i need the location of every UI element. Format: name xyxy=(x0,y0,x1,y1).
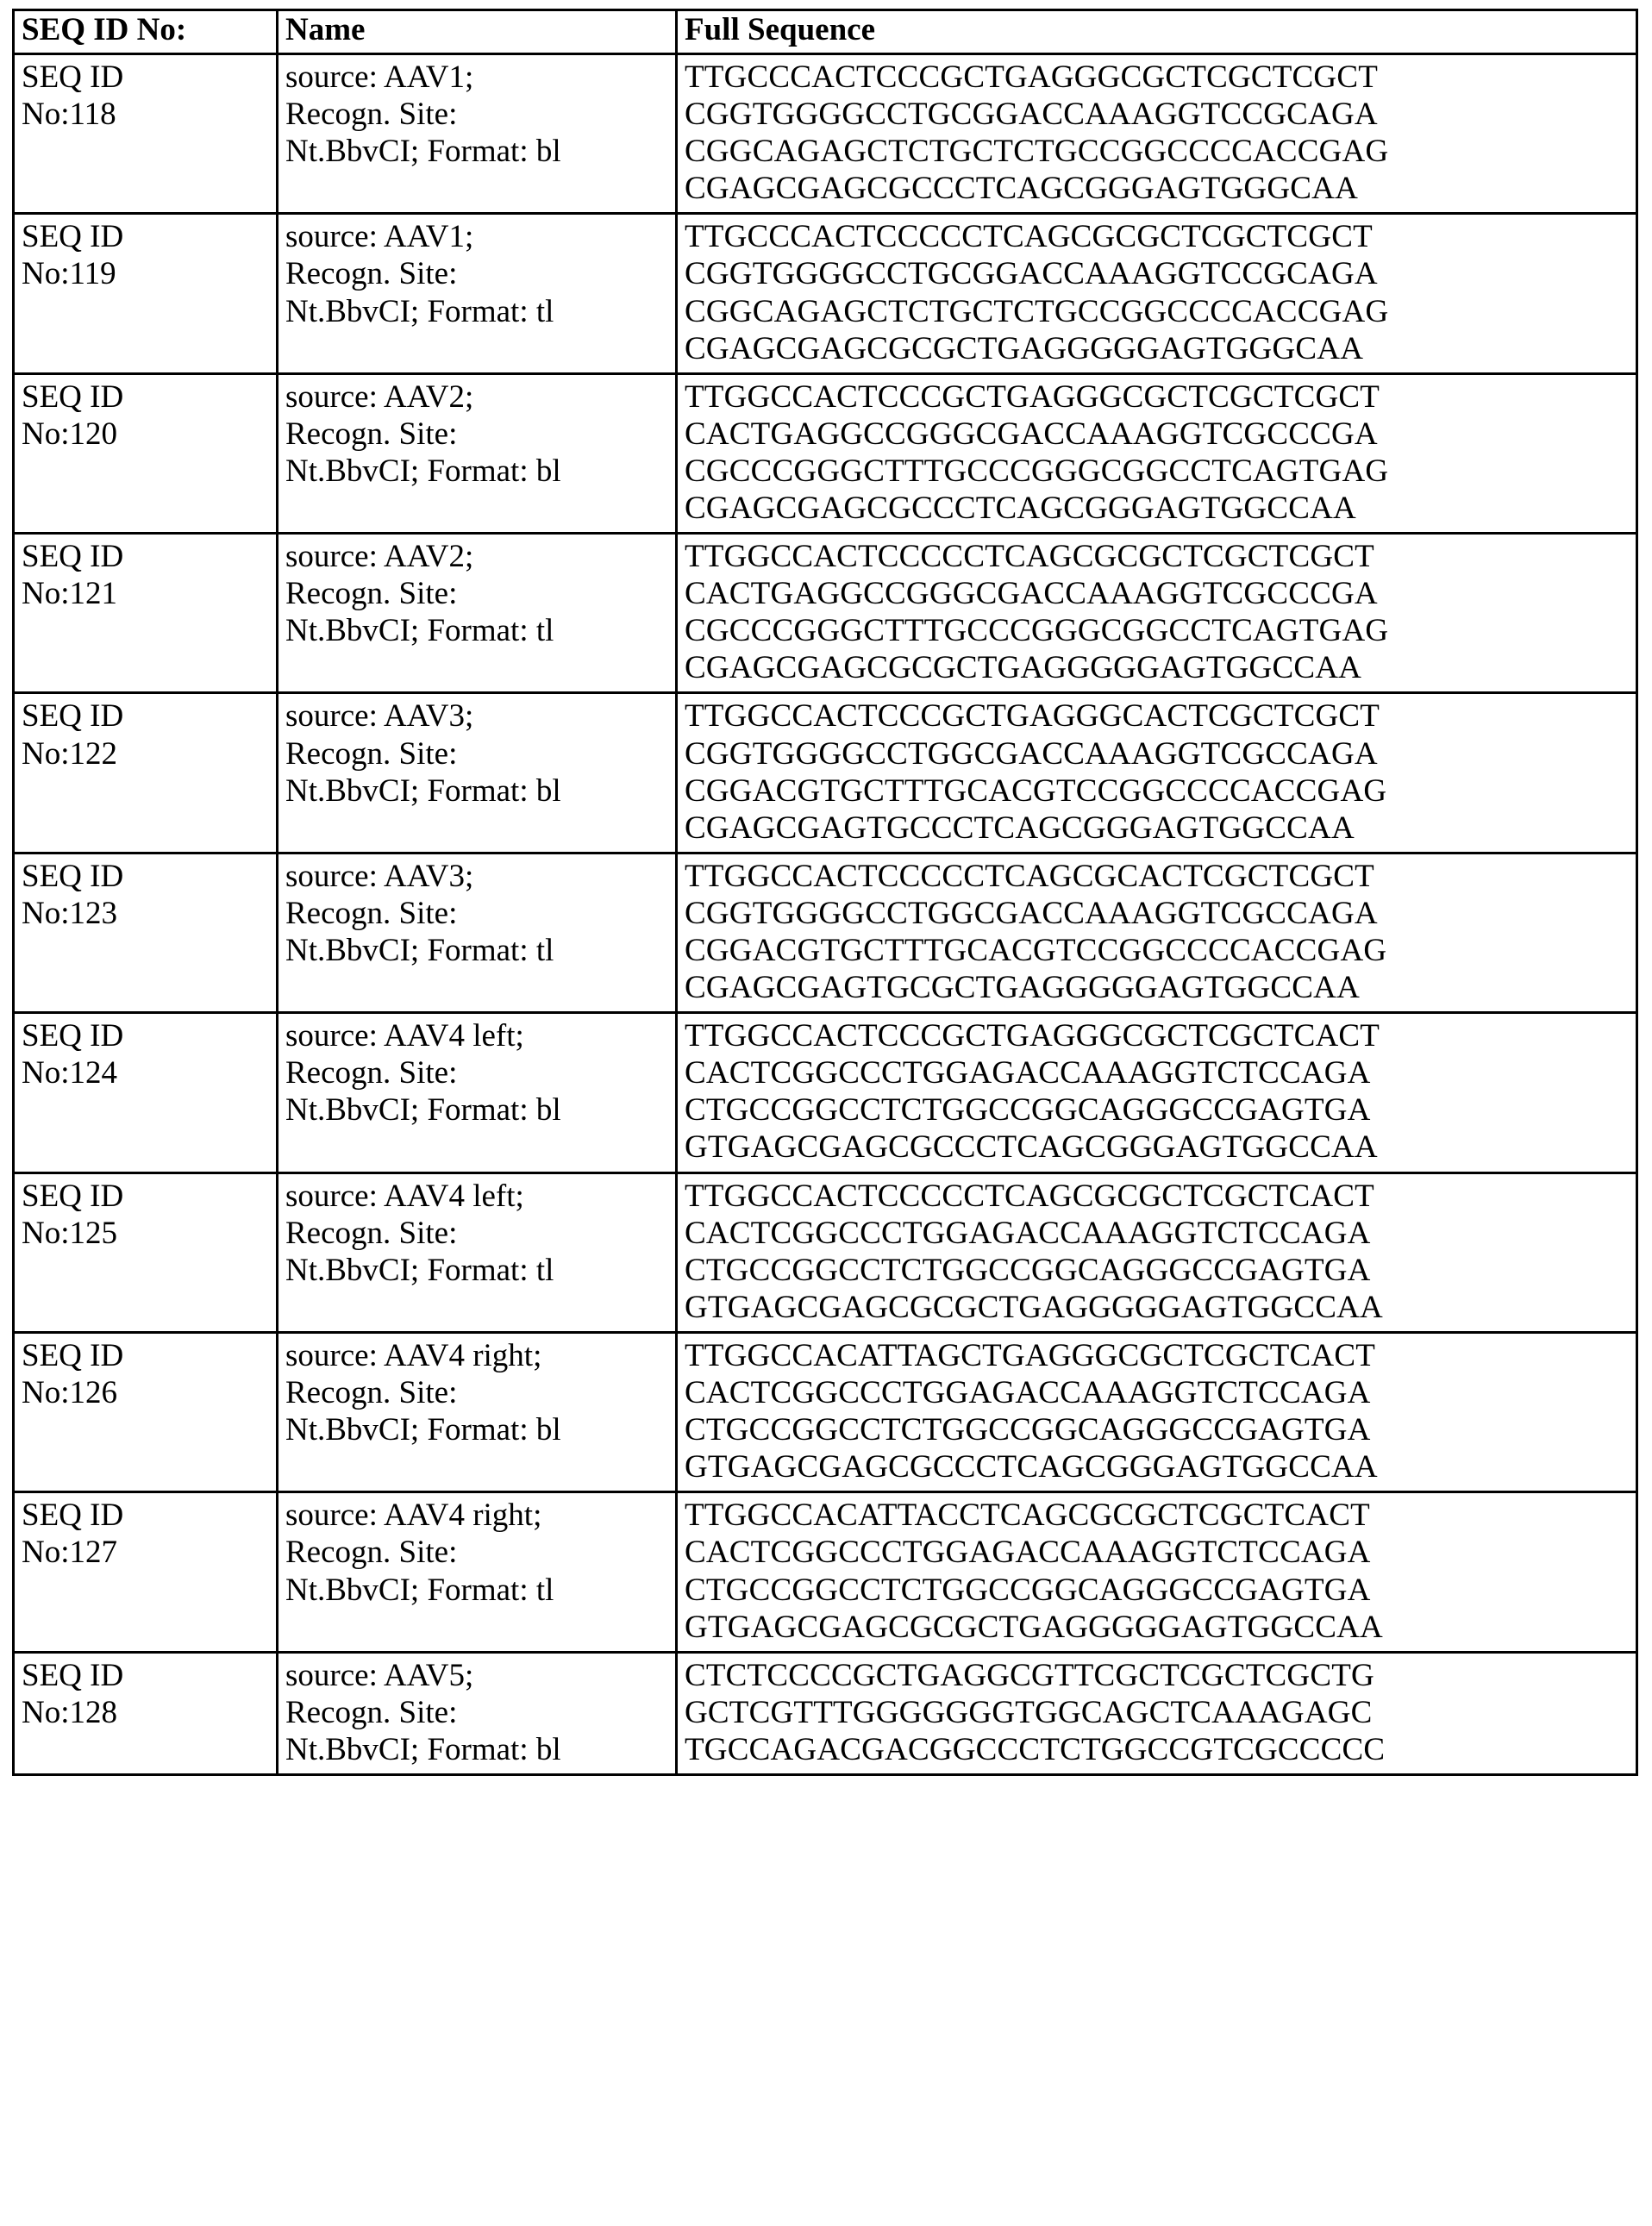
cell-name: source: AAV4 right; Recogn. Site: Nt.BbvCI; Format: bl xyxy=(278,1332,677,1491)
cell-name: source: AAV3; Recogn. Site: Nt.BbvCI; Format: bl xyxy=(278,693,677,853)
cell-name: source: AAV5; Recogn. Site: Nt.BbvCI; Format: bl xyxy=(278,1652,677,1774)
sequence-table xyxy=(12,9,1638,1776)
table-row xyxy=(14,1332,1637,1491)
cell-sequence: TTGCCCACTCCCGCTGAGGGCGCTCGCTCGCT CGGTGGGGCCTGCGGACCAAAGGTCCGCAGA CGGCAGAGCTCTGCTCTGCCGGCCCCACCGAG CGAGCGAGCGCCCTCAGCGGGAGTGGGCAA xyxy=(677,53,1637,213)
cell-sequence: TTGGCCACTCCCCCTCAGCGCACTCGCTCGCT CGGTGGGGCCTGGCGACCAAAGGTCGCCAGA CGGACGTGCTTTGCACGTCCGGCCCCACCGAG CGAGCGAGTGCGCTGAGGGGGAGTGGCCAA xyxy=(677,853,1637,1012)
cell-name: source: AAV2; Recogn. Site: Nt.BbvCI; Format: bl xyxy=(278,373,677,533)
cell-name: source: AAV1; Recogn. Site: Nt.BbvCI; Format: tl xyxy=(278,214,677,373)
table-row xyxy=(14,534,1637,693)
table-row xyxy=(14,1652,1637,1774)
cell-seq-id: SEQ ID No:125 xyxy=(14,1172,278,1332)
column-header-seq-id: SEQ ID No: xyxy=(14,10,278,54)
table-row xyxy=(14,53,1637,213)
table-row xyxy=(14,1013,1637,1172)
cell-seq-id: SEQ ID No:124 xyxy=(14,1013,278,1172)
cell-name: source: AAV3; Recogn. Site: Nt.BbvCI; Format: tl xyxy=(278,853,677,1012)
cell-sequence: CTCTCCCCGCTGAGGCGTTCGCTCGCTCGCTG GCTCGTTTGGGGGGGTGGCAGCTCAAAGAGC TGCCAGACGACGGCCCTCTGGCCGTCGCCCCC xyxy=(677,1652,1637,1774)
column-header-name: Name xyxy=(278,10,677,54)
cell-sequence: TTGGCCACTCCCGCTGAGGGCGCTCGCTCACT CACTCGGCCCTGGAGACCAAAGGTCTCCAGA CTGCCGGCCTCTGGCCGGCAGGGCCGAGTGA GTGAGCGAGCGCCCTCAGCGGGAGTGGCCAA xyxy=(677,1013,1637,1172)
cell-name: source: AAV4 right; Recogn. Site: Nt.BbvCI; Format: tl xyxy=(278,1492,677,1652)
cell-seq-id: SEQ ID No:119 xyxy=(14,214,278,373)
table-row xyxy=(14,693,1637,853)
cell-sequence: TTGGCCACATTACCTCAGCGCGCTCGCTCACT CACTCGGCCCTGGAGACCAAAGGTCTCCAGA CTGCCGGCCTCTGGCCGGCAGGGCCGAGTGA GTGAGCGAGCGCGCTGAGGGGGAGTGGCCAA xyxy=(677,1492,1637,1652)
cell-seq-id: SEQ ID No:126 xyxy=(14,1332,278,1491)
table-row xyxy=(14,214,1637,373)
cell-seq-id: SEQ ID No:128 xyxy=(14,1652,278,1774)
column-header-full-sequence: Full Sequence xyxy=(677,10,1637,54)
cell-sequence: TTGGCCACTCCCGCTGAGGGCACTCGCTCGCT CGGTGGGGCCTGGCGACCAAAGGTCGCCAGA CGGACGTGCTTTGCACGTCCGGCCCCACCGAG CGAGCGAGTGCCCTCAGCGGGAGTGGCCAA xyxy=(677,693,1637,853)
cell-seq-id: SEQ ID No:120 xyxy=(14,373,278,533)
table-row xyxy=(14,1172,1637,1332)
table-row xyxy=(14,1492,1637,1652)
table-body xyxy=(14,53,1637,1774)
cell-name: source: AAV4 left; Recogn. Site: Nt.BbvCI; Format: bl xyxy=(278,1013,677,1172)
table-header-row xyxy=(14,10,1637,54)
table-header xyxy=(14,10,1637,54)
cell-sequence: TTGGCCACTCCCCCTCAGCGCGCTCGCTCACT CACTCGGCCCTGGAGACCAAAGGTCTCCAGA CTGCCGGCCTCTGGCCGGCAGGGCCGAGTGA GTGAGCGAGCGCGCTGAGGGGGAGTGGCCAA xyxy=(677,1172,1637,1332)
cell-sequence: TTGGCCACTCCCCCTCAGCGCGCTCGCTCGCT CACTGAGGCCGGGCGACCAAAGGTCGCCCGA CGCCCGGGCTTTGCCCGGGCGGCCTCAGTGAG CGAGCGAGCGCGCTGAGGGGGAGTGGCCAA xyxy=(677,534,1637,693)
cell-seq-id: SEQ ID No:127 xyxy=(14,1492,278,1652)
cell-name: source: AAV4 left; Recogn. Site: Nt.BbvCI; Format: tl xyxy=(278,1172,677,1332)
cell-sequence: TTGCCCACTCCCCCTCAGCGCGCTCGCTCGCT CGGTGGGGCCTGCGGACCAAAGGTCCGCAGA CGGCAGAGCTCTGCTCTGCCGGCCCCACCGAG CGAGCGAGCGCGCTGAGGGGGAGTGGGCAA xyxy=(677,214,1637,373)
cell-seq-id: SEQ ID No:121 xyxy=(14,534,278,693)
table-row xyxy=(14,373,1637,533)
cell-sequence: TTGGCCACTCCCGCTGAGGGCGCTCGCTCGCT CACTGAGGCCGGGCGACCAAAGGTCGCCCGA CGCCCGGGCTTTGCCCGGGCGGCCTCAGTGAG CGAGCGAGCGCCCTCAGCGGGAGTGGCCAA xyxy=(677,373,1637,533)
table-row xyxy=(14,853,1637,1012)
cell-name: source: AAV2; Recogn. Site: Nt.BbvCI; Format: tl xyxy=(278,534,677,693)
cell-name: source: AAV1; Recogn. Site: Nt.BbvCI; Format: bl xyxy=(278,53,677,213)
cell-seq-id: SEQ ID No:118 xyxy=(14,53,278,213)
cell-seq-id: SEQ ID No:123 xyxy=(14,853,278,1012)
cell-seq-id: SEQ ID No:122 xyxy=(14,693,278,853)
cell-sequence: TTGGCCACATTAGCTGAGGGCGCTCGCTCACT CACTCGGCCCTGGAGACCAAAGGTCTCCAGA CTGCCGGCCTCTGGCCGGCAGGGCCGAGTGA GTGAGCGAGCGCCCTCAGCGGGAGTGGCCAA xyxy=(677,1332,1637,1491)
